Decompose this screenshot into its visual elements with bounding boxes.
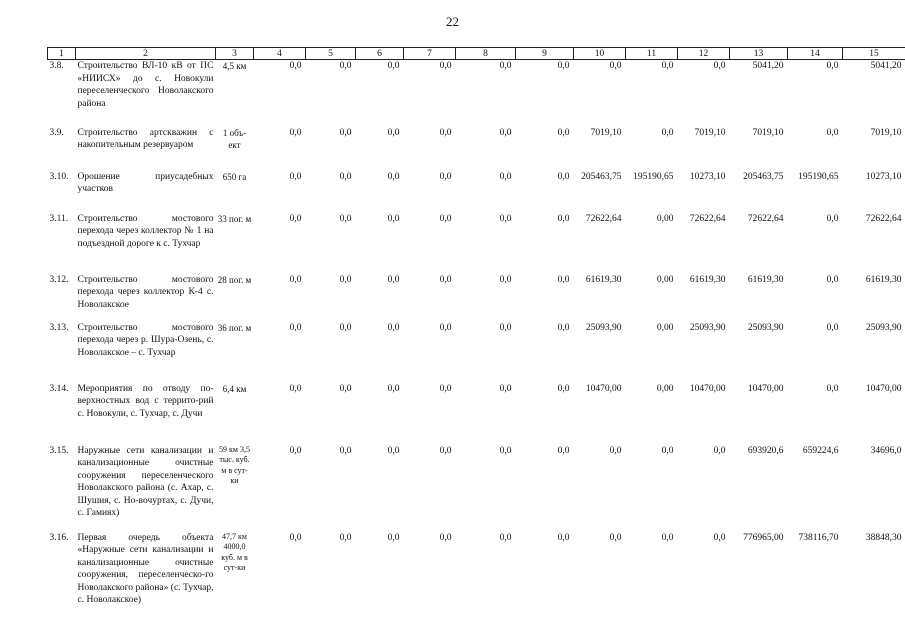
row-value: 0,0 [557,213,570,224]
column-header: 12 [678,48,730,60]
row-value: 7019,10 [694,127,726,138]
row-value: 0,0 [499,213,512,224]
row-value: 0,0 [387,127,400,138]
table-body [48,60,905,622]
row-value: 0,0 [826,213,839,224]
row-value: 0,0 [289,383,302,394]
row-name: Строительство мостового перехода через р. Шура-Озень, с. Новолакское – с. Тухчар [77,322,214,358]
table-row [48,274,905,322]
column-header: 7 [404,48,456,60]
row-value: 0,0 [306,60,356,127]
row-value: 7019,10 [752,127,784,138]
row-value: 38848,30 [865,532,902,543]
table-row [48,383,905,445]
row-value: 10273,10 [689,171,726,182]
row-value: 7019,10 [590,127,622,138]
row-value: 0,0 [439,127,452,138]
row-value: 776965,00 [743,532,784,543]
row-value: 0,0 [678,60,730,127]
row-index: 3.15. [49,445,69,456]
row-value: 0,0 [557,322,570,333]
row-value: 0,0 [499,445,512,456]
row-value: 0,0 [439,274,452,285]
row-value: 0,0 [339,445,352,456]
row-value: 61619,30 [585,274,622,285]
row-value: 0,0 [289,445,302,456]
row-value: 34696,0 [870,445,902,456]
row-value: 0,0 [557,532,570,543]
row-unit: 1 объ-ект [222,127,247,151]
row-value: 0,0 [387,274,400,285]
row-value: 10470,00 [865,383,902,394]
column-header: 15 [843,48,905,60]
row-name: Строительство мостового перехода через коллектор № 1 на подъездной дороге к с. Тухчар [77,213,214,249]
row-value: 0,0 [609,445,622,456]
row-value: 0,0 [339,274,352,285]
row-value: 0,0 [499,532,512,543]
row-value: 72622,64 [865,213,902,224]
row-value: 0,0 [557,445,570,456]
row-value: 0,0 [289,274,302,285]
row-value: 195190,65 [798,171,839,182]
column-header: 6 [356,48,404,60]
row-value: 0,0 [557,274,570,285]
row-value: 0,0 [661,127,674,138]
row-name: Строительство мостового перехода через коллектор К-4 с. Новолакское [77,274,214,310]
row-value: 0,0 [339,127,352,138]
row-index: 3.14. [49,383,69,394]
row-unit: 6,4 км [222,383,247,394]
row-name: Строительство ВЛ-10 кВ от ПС «НИИСХ» до с. Новокули переселенческого Новолакского района [76,60,216,127]
row-value: 0,0 [387,171,400,182]
row-value: 205463,75 [743,171,784,182]
row-value: 0,0 [387,383,400,394]
row-value: 10470,00 [689,383,726,394]
row-value: 5041,20 [730,60,788,127]
row-index: 3.11. [49,213,69,224]
row-name: Орошение приусадебных участков [77,171,214,195]
row-value: 659224,6 [802,445,839,456]
row-value: 10273,10 [865,171,902,182]
row-value: 0,0 [499,127,512,138]
row-value: 10470,00 [747,383,784,394]
table-row [48,322,905,383]
row-name: Первая очередь объекта «Наружные сети канализации и канализационные очистные сооружения, переселенческо-го Новолакского района» (с. Тухчар, с. Новолакское) [77,532,214,606]
row-value: 0,0 [788,60,843,127]
row-value: 7019,10 [870,127,902,138]
row-value: 0,0 [499,383,512,394]
row-value: 0,0 [439,171,452,182]
row-value: 0,0 [289,171,302,182]
row-value: 0,0 [626,60,678,127]
row-value: 25093,90 [689,322,726,333]
row-value: 205463,75 [581,171,622,182]
row-value: 0,0 [289,322,302,333]
column-header: 11 [626,48,678,60]
row-value: 72622,64 [689,213,726,224]
column-header: 8 [456,48,516,60]
row-value: 0,0 [387,322,400,333]
row-unit: 33 пог. м [217,213,252,224]
row-value: 0,0 [499,171,512,182]
row-value: 0,0 [404,60,456,127]
row-value: 0,0 [661,445,674,456]
row-unit: 36 пог. м [217,322,252,333]
row-value: 61619,30 [747,274,784,285]
row-value: 0,0 [713,532,726,543]
row-value: 0,0 [289,213,302,224]
row-value: 0,0 [439,532,452,543]
row-value: 0,0 [339,383,352,394]
row-value: 0,0 [339,532,352,543]
row-value: 0,0 [456,60,516,127]
budget-table [47,47,905,622]
row-value: 0,00 [656,274,674,285]
row-value: 0,0 [499,322,512,333]
row-value: 0,0 [339,322,352,333]
column-header: 3 [216,48,254,60]
table-row [48,213,905,274]
row-value: 61619,30 [865,274,902,285]
row-value: 61619,30 [689,274,726,285]
row-value: 72622,64 [747,213,784,224]
row-index: 3.8. [48,60,76,127]
row-index: 3.9. [49,127,64,138]
row-value: 5041,20 [843,60,905,127]
row-name: Строительство артскважин с накопительным резервуаром [77,127,214,151]
row-index: 3.10. [49,171,69,182]
table-row [48,532,905,622]
budget-table-container [47,47,905,622]
row-value: 0,00 [656,383,674,394]
row-value: 0,0 [713,445,726,456]
row-value: 0,0 [826,322,839,333]
row-value: 0,0 [254,60,306,127]
row-value: 195190,65 [633,171,674,182]
row-value: 0,0 [826,127,839,138]
row-value: 25093,90 [585,322,622,333]
row-value: 0,0 [387,445,400,456]
column-header: 10 [574,48,626,60]
column-header: 1 [48,48,76,60]
row-unit: 28 пог. м [217,274,252,285]
column-header: 2 [76,48,216,60]
row-value: 0,0 [289,532,302,543]
row-value: 0,0 [439,322,452,333]
page-number: 22 [446,14,459,29]
column-header: 13 [730,48,788,60]
row-value: 0,0 [826,383,839,394]
column-header: 4 [254,48,306,60]
row-index: 3.16. [49,532,69,543]
row-name: Наружные сети канализации и канализационные очистные сооружения переселенческого Новолакского района (с. Ахар, с. Шушия, с. Но-вочуртах, с. Дучи, с. Гамиях) [77,445,214,519]
row-value: 0,0 [516,60,574,127]
row-value: 738116,70 [798,532,839,543]
row-value: 0,00 [656,213,674,224]
row-value: 0,0 [439,213,452,224]
row-value: 0,0 [339,213,352,224]
row-value: 0,0 [339,171,352,182]
row-value: 0,0 [387,532,400,543]
row-value: 10470,00 [585,383,622,394]
row-unit: 47,7 км 4000,0 куб. м в сут-ки [221,531,248,572]
table-row [48,445,905,532]
row-value: 0,0 [356,60,404,127]
row-name: Мероприятия по отводу по-верхностных вод с террито-рий с. Новокули, с. Тухчар, с. Дучи [77,383,214,419]
row-value: 0,0 [387,213,400,224]
row-value: 0,0 [557,171,570,182]
row-value: 0,00 [656,322,674,333]
row-value: 0,0 [557,383,570,394]
row-value: 0,0 [557,127,570,138]
row-value: 693920,6 [747,445,784,456]
row-value: 0,0 [609,532,622,543]
row-unit: 650 га [222,171,247,182]
column-header: 5 [306,48,356,60]
row-value: 0,0 [439,383,452,394]
row-unit: 4,5 км [216,60,254,127]
row-index: 3.12. [49,274,69,285]
row-value: 25093,90 [747,322,784,333]
table-row [48,127,905,171]
row-unit: 59 км 3,5 тыс. куб. м в сут-ки [219,444,250,485]
row-value: 0,0 [439,445,452,456]
column-header: 9 [516,48,574,60]
table-row [48,60,905,127]
row-value: 25093,90 [865,322,902,333]
column-header: 14 [788,48,843,60]
row-value: 0,0 [574,60,626,127]
row-value: 0,0 [826,274,839,285]
header-row [48,48,905,60]
table-row [48,171,905,213]
row-index: 3.13. [49,322,69,333]
row-value: 72622,64 [585,213,622,224]
row-value: 0,0 [499,274,512,285]
row-value: 0,0 [289,127,302,138]
row-value: 0,0 [661,532,674,543]
